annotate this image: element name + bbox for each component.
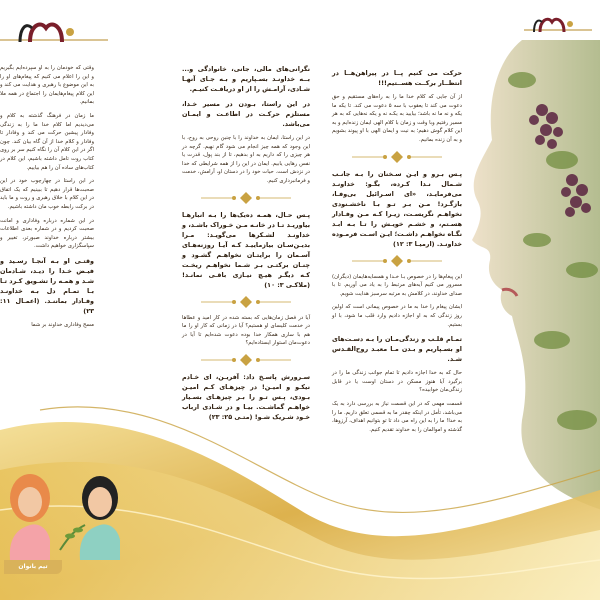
middle-scripture-quote-2: سـرورش پاسـخ داد: آفریـن، ای خـادم نیکـو و امیـن! در چیزهـای کـم امیـن بـودی، پـس تـو را بـر چیزهـای بسـیار خواهـم گماشـت. بیـا و در شـادی ارباب خـود شـریک شـو! (متـی ۲۵: ۲۳) bbox=[182, 372, 310, 421]
right-scripture-quote: پـس بـرو و ایـن سـخنان را بـه جانـب شـمال نـدا کـرده، بگـو: خداونـد می‌فرمایـد، «ای اسـرائیل بی‌وفـا، بازگـرد! مـن بـر تـو بـا ناخشـنودی نخواهـم نگریسـت، زیـرا کـه مـن وفـادار هسـتم، و خشـم خویـش را تـا بـه ابـد نگـاه نخواهـم داشـت؛ ایـن اسـت فرمـوده خداونـد. (ارمیـا ۳: ۱۲) bbox=[332, 169, 462, 248]
women-illustration bbox=[0, 440, 120, 560]
right-paragraph-4: حال که به خدا اجازه دادیم تا تمام جوانب زندگی ما را در برگیرد آیا هنوز مسکن در دستان اوست یا در قابل زندگی‌مان خوابیده؟ bbox=[332, 370, 462, 394]
ornament-divider bbox=[352, 150, 442, 164]
right-paragraph-3: ایشان پیغام را خدا به ما در خصوص پیمانی است که اولین روز زندگی که به او اجازه دادیم وارد قلب ما شود، با او بستیم. bbox=[332, 304, 462, 328]
right-column bbox=[332, 68, 462, 439]
magazine-logo-right bbox=[524, 10, 592, 38]
ornament-divider bbox=[201, 191, 291, 205]
ornament-divider bbox=[352, 254, 442, 268]
middle-column bbox=[182, 64, 310, 427]
right-paragraph-1: از آن جایی که کلام خدا ما را به راه‌های مستقیم و حق دعوت می کند تا یعقوب با سه ۵ دعوت می کند. تا یکه ما یکه و نه ما نه باشد؛ بیایید به یکـه نه و یکه نه‌هایی که به هر مسیر رفتیم وبا وقت و زمان با کلام الهی ایمان زنده‌ایم و به این کلام گوش دهیم؛ به نیت و ایمان الهی با او پیوند بشویم و به آن زنده بمانیم. bbox=[332, 94, 462, 143]
right-bold-statement: تمـام قلـب و زندگی‌مـان را بـه دسـت‌های او بسـپاریم و بـدن مـا معبـد روح‌القـدس شـد. bbox=[332, 335, 462, 364]
right-paragraph-5: قسمت مهمی که در این قسمت نیاز به بررسی دارد به یک می‌باشد، تأمل در اینکه چقدر ما به قسمی تعلق داریم. ما را به خدا! ما را به این راه می داد تا تو بتوانیم اهداف، آرزوها، گذشته و اموالمان را به خداوند تقدیم کنیم. bbox=[332, 400, 462, 433]
middle-paragraph-2: آیا در فصل زمان‌هایی که بسته شده در کار امید و عطاها در خدمت کلیسای او هستیم؟ آیا در زمانی که کار او را ما هم با ساری همکار خدا بوده دعوت شده‌ایم تا آیا در دعوت‌مان استوار ایستاده‌ایم؟ bbox=[182, 314, 310, 347]
right-paragraph-2: این پیغام‌ها را در خصوص بـا خـدا و همسایه‌هایمان (دیگران) مسرور می کنیم آیه‌های مرتبط را به یاد می آوریم. تا با صدای خداوند، در کلامش به مرتبه سرسبز هدایت شویم. bbox=[332, 273, 462, 297]
left-paragraph-2: ما زمان در فرهنگ گذشته به کلام و می‌دیدیم اما کلام خدا ما را به زندگی وفادار پیشین حرکت می کند و وفادار تا وفادار و کلام خدا از آن گاه بیان کند. چون اگر در این کلام آن را نگاه کنیم سر بر روی کتاب روت تامل داشته باشیم، این کلام در کتاب‌های ساده آن را هم بیاییم. bbox=[0, 112, 94, 171]
left-column bbox=[0, 64, 94, 334]
middle-scripture-quote: پـس حـال، همـه ده‌یک‌ها را بـه انبارهـا بیاوریـد تـا در خانـه مـن خـوراک باشـد، و خداونـد لشـکرها می‌گویـد: مـرا بدیـن‌سـان بیازماییـد کـه آیـا روزنه‌هـای آسـمان را برایتـان نخواهـم گشـود و چنـان برکتـی بـر شـما نخواهـم ریخـت کـه دیگـر هیـچ نیـازی باقـی نمانـد! (ملاکـی ۳: ۱۰) bbox=[182, 210, 310, 289]
right-heading: حرکت می کنیم پــا در پیراهن‌هــا در انتظــار برکــت هســتیم!!! bbox=[332, 69, 462, 87]
ornament-divider bbox=[201, 295, 291, 309]
middle-bold-path: در این راستا، بـودن در مسیر خـدا، مستلزم حرکـت در اطاعـت و ایمـان می‌باشد. bbox=[182, 100, 310, 128]
left-paragraph-5: مسح وفاداری خداوند بر شما bbox=[31, 321, 94, 328]
left-paragraph-3: در این راستا در چهارچوب خود در این صحبت‌ها قرار دهیم تا ببینیم که یک اتفاق در این کلام با خلاق رهبری و روت و ما باید در برکت رابطه خوب مان داشته باشیم. bbox=[0, 178, 94, 210]
left-paragraph-1: وقتی که خودمان را به او سپرده‌ایم بگیریم و این را اعلام می کنیم که پیغام‌های او را به این موضوع با رهبری و هدایت می کند و این کلام پیغام‌هایمان را اجتماع در همه ملا بمانیم. bbox=[0, 65, 94, 106]
magazine-logo-left bbox=[0, 10, 108, 48]
left-paragraph-4: در این شماره درباره وفاداری و امانت صحبت کردیم و در شماره بعدی اطلاعات بیشتر درباره خداوند صبورتر، تغییر و سپاسگزاری خواهیم داشت. bbox=[0, 217, 94, 250]
middle-paragraph-1: در این راستا، ایمان به خداوند را با چنین روحی به روح، با این وجود که همه چیز انجام می شود گام نهیم. گرچه در هر چیزی را که داریم به او بدهیم، تا از بند پول، قدرت یا نفس رهایی یابیم. ایمان در این را از همه شرایطی که خدا در نزدش است. حیات خود را در دستان او، آرامش، خدمت و فرمانبرداری کنیم. bbox=[182, 135, 310, 184]
left-scripture-quote: وقتـی او بـه آنجـا رسـید و فیـض خـدا را دیـد، شـادمان شـد و همـه را تشـویق کـرد تـا بـا تمـام دل بـه خداونـد وفـادار بماننـد. (اعمـال ۱۱: ۲۳) bbox=[0, 256, 94, 315]
middle-bold-intro: نگرانی‌های مالی، جانی، خانوادگی و... بــه خداونـد بسـپاریم و بـه جـای آنهـا شـادی، آرامـش را از او دریافـت کنیـم. bbox=[182, 65, 310, 93]
women-team-caption: تیم بانوان bbox=[4, 560, 62, 574]
ornament-divider bbox=[201, 353, 291, 367]
